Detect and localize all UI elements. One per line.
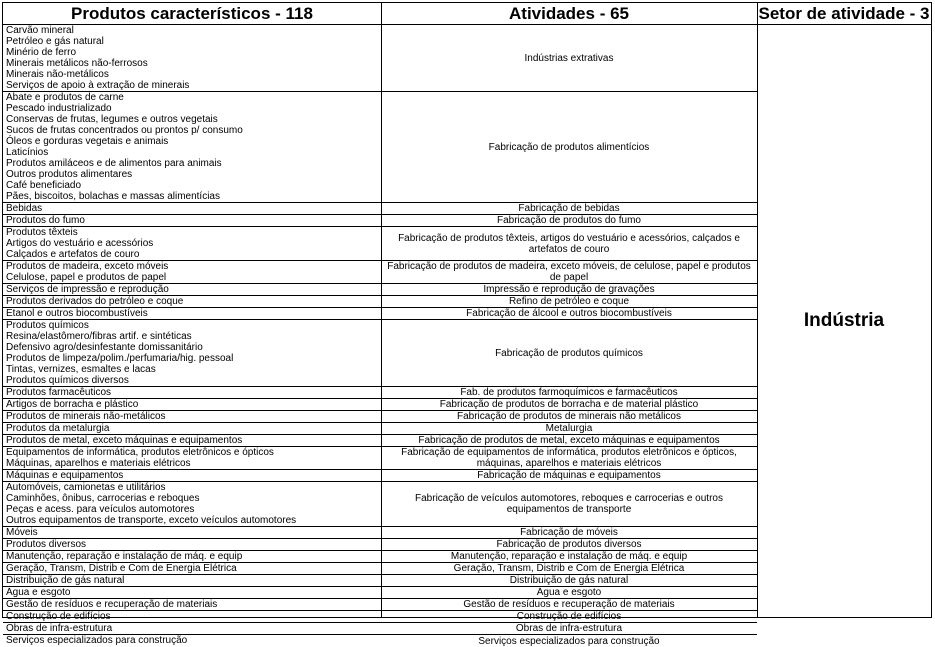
table-row xyxy=(3,482,757,527)
product-item: Automóveis, camionetas e utilitários xyxy=(6,482,166,493)
product-item: Outros equipamentos de transporte, exceto veículos automotores xyxy=(6,515,297,526)
activity-cell: Gestão de resíduos e recuperação de materiais xyxy=(463,599,675,610)
product-item: Conservas de frutas, legumes e outros vegetais xyxy=(6,114,218,125)
activity-cell: Impressão e reprodução de gravações xyxy=(483,284,655,295)
activity-cell: Fabricação de máquinas e equipamentos xyxy=(477,470,661,481)
table-row xyxy=(3,623,757,635)
product-item: Produtos da metalurgia xyxy=(6,423,110,434)
product-item: Artigos do vestuário e acessórios xyxy=(6,238,154,249)
activity-cell: Construção de edifícios xyxy=(516,611,622,622)
activity-cell: Fabricação de produtos alimentícios xyxy=(488,141,650,153)
activity-cell: Fabricação de produtos do fumo xyxy=(497,215,641,226)
product-item: Resina/elastômero/fibras artif. e sintéticas xyxy=(6,331,192,342)
product-list xyxy=(6,435,378,446)
table-row xyxy=(3,203,757,215)
product-item: Serviços especializados para construção xyxy=(6,635,188,646)
activity-cell: Fabricação de veículos automotores, reboques e carrocerias e outros equipamentos de transporte xyxy=(415,493,723,515)
table-row xyxy=(3,215,757,227)
table-row xyxy=(3,527,757,539)
product-list xyxy=(6,227,378,260)
product-list xyxy=(6,261,378,283)
product-list xyxy=(6,563,378,574)
table-row xyxy=(3,635,757,647)
product-list xyxy=(6,284,378,295)
activity-cell: Fabricação de bebidas xyxy=(518,203,620,214)
table-row xyxy=(3,399,757,411)
product-item: Produtos químicos xyxy=(6,320,89,331)
product-list xyxy=(6,470,378,481)
product-item: Café beneficiado xyxy=(6,180,82,191)
product-item: Produtos de madeira, exceto móveis xyxy=(6,261,169,272)
product-list xyxy=(6,25,378,91)
activity-cell: Fabricação de produtos diversos xyxy=(496,539,642,550)
product-item: Laticínios xyxy=(6,147,49,158)
product-item: Produtos têxteis xyxy=(6,227,78,238)
product-item: Peças e acess. para veículos automotores xyxy=(6,504,195,515)
header-produtos: Produtos característicos - 118 xyxy=(3,3,381,25)
table-row xyxy=(3,563,757,575)
product-item: Calçados e artefatos de couro xyxy=(6,249,140,260)
product-list xyxy=(6,635,378,646)
product-item: Pescado industrializado xyxy=(6,103,112,114)
product-item: Celulose, papel e produtos de papel xyxy=(6,272,167,283)
product-item: Pães, biscoitos, bolachas e massas alimentícias xyxy=(6,191,220,202)
table-row xyxy=(3,387,757,399)
activity-cell: Geração, Transm, Distrib e Com de Energia Elétrica xyxy=(453,563,685,574)
product-item: Construção de edifícios xyxy=(6,611,111,622)
product-item: Minerais não-metálicos xyxy=(6,69,109,80)
product-list xyxy=(6,387,378,398)
table-row xyxy=(3,284,757,296)
product-item: Produtos químicos diversos xyxy=(6,375,129,386)
product-item: Água e esgoto xyxy=(6,587,71,598)
table-row xyxy=(3,296,757,308)
table-row xyxy=(3,92,757,203)
table-row xyxy=(3,447,757,470)
product-list xyxy=(6,575,378,586)
activity-cell: Fabricação de produtos químicos xyxy=(495,347,643,359)
product-item: Produtos de minerais não-metálicos xyxy=(6,411,166,422)
product-item: Distribuição de gás natural xyxy=(6,575,125,586)
product-list xyxy=(6,539,378,550)
product-list xyxy=(6,482,378,526)
product-item: Sucos de frutas concentrados ou prontos p/ consumo xyxy=(6,125,243,136)
product-item: Carvão mineral xyxy=(6,25,74,36)
product-item: Serviços de apoio à extração de minerais xyxy=(6,80,190,91)
product-item: Móveis xyxy=(6,527,38,538)
product-item: Etanol e outros biocombustíveis xyxy=(6,308,148,319)
product-item: Gestão de resíduos e recuperação de materiais xyxy=(6,599,218,610)
activity-cell: Fabricação de produtos têxteis, artigos do vestuário e acessórios, calçados e artefatos de couro xyxy=(398,232,740,255)
product-list xyxy=(6,587,378,598)
activity-cell: Distribuição de gás natural xyxy=(509,575,629,586)
product-item: Abate e produtos de carne xyxy=(6,92,124,103)
activity-cell: Serviços especializados para construção xyxy=(478,635,660,647)
product-list xyxy=(6,527,378,538)
product-item: Máquinas e equipamentos xyxy=(6,470,124,481)
table-row xyxy=(3,551,757,563)
table-row xyxy=(3,261,757,284)
product-item: Caminhões, ônibus, carrocerias e reboques xyxy=(6,493,200,504)
sector-label: Indústria xyxy=(803,310,885,331)
activity-cell: Manutenção, reparação e instalação de máq. e equip xyxy=(450,551,688,562)
product-list xyxy=(6,623,378,634)
activity-cell: Fab. de produtos farmoquímicos e farmacêuticos xyxy=(460,387,678,398)
product-item: Defensivo agro/desinfestante domissanitário xyxy=(6,342,203,353)
product-list xyxy=(6,215,378,226)
activity-cell: Fabricação de equipamentos de informática, produtos eletrônicos e ópticos, máquinas, aparelhos e materiais elétricos xyxy=(401,447,737,469)
product-list xyxy=(6,599,378,610)
product-item: Produtos farmacêuticos xyxy=(6,387,112,398)
product-list xyxy=(6,551,378,562)
activity-cell: Fabricação de álcool e outros biocombustíveis xyxy=(466,308,672,319)
product-item: Obras de infra-estrutura xyxy=(6,623,113,634)
product-item: Equipamentos de informática, produtos eletrônicos e ópticos xyxy=(6,447,274,458)
product-item: Manutenção, reparação e instalação de máq. e equip xyxy=(6,551,243,562)
product-item: Petróleo e gás natural xyxy=(6,36,104,47)
table-row xyxy=(3,599,757,611)
header-setor: Setor de atividade - 3 xyxy=(758,4,930,23)
product-item: Produtos diversos xyxy=(6,539,87,550)
activity-cell: Fabricação de produtos de madeira, exceto móveis, de celulose, papel e produtos de papel xyxy=(387,261,751,283)
table-row xyxy=(3,320,757,387)
product-list xyxy=(6,411,378,422)
table-row xyxy=(3,539,757,551)
table-row xyxy=(3,423,757,435)
table-row xyxy=(3,25,757,92)
product-item: Óleos e gorduras vegetais e animais xyxy=(6,136,169,147)
table-row xyxy=(3,411,757,423)
product-list xyxy=(6,611,378,622)
activity-cell: Fabricação de produtos de minerais não metálicos xyxy=(456,411,681,422)
product-item: Bebidas xyxy=(6,203,43,214)
header-atividades: Atividades - 65 xyxy=(381,3,757,25)
table-row xyxy=(3,611,757,623)
activity-cell: Metalurgia xyxy=(545,423,593,434)
activity-cell: Refino de petróleo e coque xyxy=(508,296,630,307)
product-item: Geração, Transm, Distrib e Com de Energia Elétrica xyxy=(6,563,237,574)
product-list xyxy=(6,423,378,434)
product-item: Máquinas, aparelhos e materiais elétricos xyxy=(6,458,191,469)
product-item: Produtos amiláceos e de alimentos para animais xyxy=(6,158,222,169)
product-item: Serviços de impressão e reprodução xyxy=(6,284,169,295)
product-item: Outros produtos alimentares xyxy=(6,169,133,180)
activity-cell: Fabricação de produtos de metal, exceto máquinas e equipamentos xyxy=(418,435,720,446)
product-item: Produtos do fumo xyxy=(6,215,85,226)
table-row xyxy=(3,575,757,587)
table-row xyxy=(3,308,757,320)
product-item: Artigos de borracha e plástico xyxy=(6,399,139,410)
product-item: Minerais metálicos não-ferrosos xyxy=(6,58,148,69)
activity-cell: Indústrias extrativas xyxy=(524,52,614,64)
activity-cell: Obras de infra-estrutura xyxy=(515,623,623,634)
product-list xyxy=(6,447,378,469)
table-row xyxy=(3,587,757,599)
table-row xyxy=(3,470,757,482)
product-item: Produtos de limpeza/polim./perfumaria/hig. pessoal xyxy=(6,353,234,364)
product-list xyxy=(6,92,378,202)
classification-table xyxy=(2,2,932,647)
product-item: Minério de ferro xyxy=(6,47,77,58)
activity-cell: Fabricação de produtos de borracha e de material plástico xyxy=(439,399,699,410)
table-row xyxy=(3,435,757,447)
activity-cell: Fabricação de móveis xyxy=(520,527,618,538)
product-item: Produtos de metal, exceto máquinas e equipamentos xyxy=(6,435,243,446)
product-list xyxy=(6,203,378,214)
product-item: Tintas, vernizes, esmaltes e lacas xyxy=(6,364,156,375)
table-row xyxy=(3,227,757,261)
product-list xyxy=(6,399,378,410)
product-list xyxy=(6,296,378,307)
product-list xyxy=(6,320,378,386)
activity-cell: Água e esgoto xyxy=(536,587,602,598)
product-item: Produtos derivados do petróleo e coque xyxy=(6,296,184,307)
product-list xyxy=(6,308,378,319)
